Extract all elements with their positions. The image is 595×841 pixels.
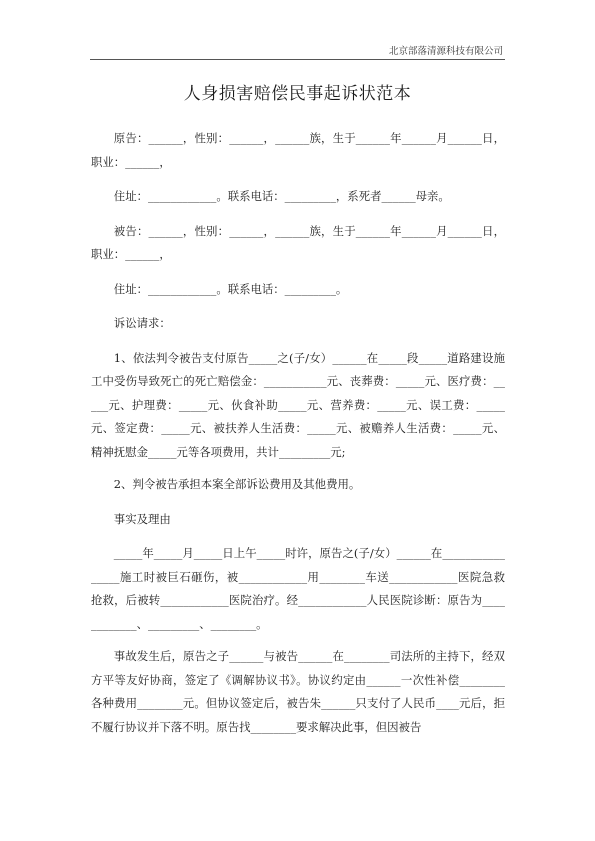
header-divider [90,59,505,60]
facts-paragraph-2: 事故发生后，原告之子______与被告______在________司法所的主持下，经双方平等友好协商，签定了《调解协议书》。协议约定由______一次性补偿________各种费用________元。但协议签定后，被告朱______只支付了人民币____元后，拒不履行协议并下落不明。原告找________要求解决此事，但因被告 [91,649,505,734]
document-body [91,127,505,750]
facts-paragraph-1: _____年_____月_____日上午_____时许，原告之(子/女）______在________________施工时被巨石砸伤，被____________用________车送____________医院急救抢救，后被转____________医院治疗。经____________人民医院诊断：原告为____________、_________、________。 [91,546,505,631]
claim-item-2: 2、判令被告承担本案全部诉讼费用及其他费用。 [113,477,361,491]
plaintiff-info: 原告：______，性别：______，______族，生于______年______月______日，职业：______， [91,131,505,169]
facts-heading: 事实及理由 [113,511,171,526]
document-title: 人身损害赔偿民事起诉状范本 [183,84,412,104]
company-name: 北京部落清源科技有限公司 [388,46,503,57]
defendant-address: 住址：____________。联系电话：_________。 [113,281,348,296]
claim-item-1: 1、依法判令被告支付原告_____之(子/女）______在_____段_____道路建设施工中受伤导致死亡的死亡赔偿金：___________元、丧葬费：_____元、医疗费：_____元、护理费：_____元、伙食补助_____元、营养费：_____元、误工费：_____元、签定费：_____元、被扶养人生活费：_____元、被赡养人生活费：_____元、精神抚慰金_____元等各项费用，共计_________元; [91,350,505,459]
plaintiff-address: 住址：____________。联系电话：_________，系死者______母亲。 [113,189,450,203]
defendant-info: 被告：______，性别：______，______族，生于______年______月______日，职业：______， [91,223,505,261]
claims-heading: 诉讼请求： [113,316,171,330]
